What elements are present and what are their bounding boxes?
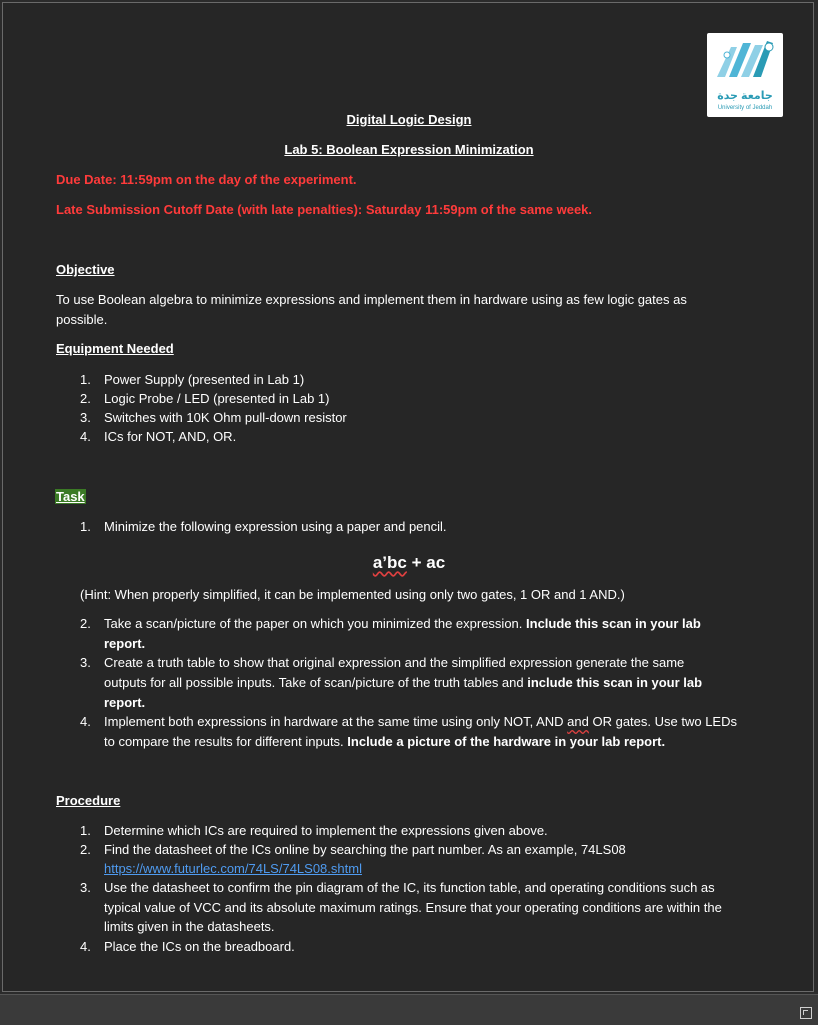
task-heading-label: Task: [56, 489, 85, 504]
datasheet-link[interactable]: https://www.futurlec.com/74LS/74LS08.shtml: [104, 861, 362, 876]
boolean-expression: [3, 551, 815, 575]
equipment-item-1: Power Supply (presented in Lab 1): [104, 372, 305, 387]
task-step-4-text-b: and: [567, 714, 589, 729]
task-step-4-line1: [104, 712, 737, 732]
procedure-step-2: Find the datasheet of the ICs online by searching the part number. As an example, 74LS08: [104, 842, 626, 857]
equipment-num-1: 1.: [80, 372, 91, 387]
late-cutoff: Late Submission Cutoff Date (with late penalties): Saturday 11:59pm of the same week.: [56, 202, 593, 217]
task-step-4-text-a: Implement both expressions in hardware at the same time using only NOT, AND: [104, 714, 568, 729]
task-step-4-line2: [104, 732, 665, 752]
document-page: [2, 2, 814, 992]
task-step-4-text-d: to compare the results for different inputs.: [104, 734, 348, 749]
procedure-num-1: 1.: [80, 823, 91, 838]
task-num-3: 3.: [80, 655, 91, 670]
equipment-num-3: 3.: [80, 410, 91, 425]
procedure-num-4: 4.: [80, 939, 91, 954]
task-num-2: 2.: [80, 616, 91, 631]
logo-emblem-icon: [707, 33, 783, 89]
task-step-2-text: Take a scan/picture of the paper on which you minimized the expression.: [104, 616, 527, 631]
objective-text-line1: To use Boolean algebra to minimize expressions and implement them in hardware using as few logic gates as: [56, 292, 687, 307]
expression-term-2: + ac: [406, 553, 446, 572]
task-num-1: 1.: [80, 519, 91, 534]
equipment-item-3: Switches with 10K Ohm pull-down resistor: [104, 410, 347, 425]
equipment-item-2: Logic Probe / LED (presented in Lab 1): [104, 391, 330, 406]
task-step-4-bold: Include a picture of the hardware in your lab report.: [347, 734, 666, 749]
procedure-step-3-line2: typical value of VCC and its absolute maximum ratings. Ensure that your operating conditions are within the: [104, 900, 722, 915]
hint-text: (Hint: When properly simplified, it can be implemented using only two gates, 1 OR and 1 AND.): [80, 587, 625, 602]
lab-title: Lab 5: Boolean Expression Minimization: [284, 142, 534, 157]
procedure-heading: Procedure: [56, 793, 121, 808]
fit-to-window-icon[interactable]: [800, 1007, 812, 1019]
objective-text-line2: possible.: [56, 312, 108, 327]
procedure-step-1: Determine which ICs are required to implement the expressions given above.: [104, 823, 548, 838]
procedure-step-3-line3: limits given in the datasheets.: [104, 919, 275, 934]
university-logo: [707, 33, 783, 117]
due-date: Due Date: 11:59pm on the day of the experiment.: [56, 172, 357, 187]
task-step-4-text-c: OR gates. Use two LEDs: [588, 714, 737, 729]
task-step-3-bold: include this scan in your lab: [527, 675, 703, 690]
task-step-3-line1: Create a truth table to show that original expression and the simplified expression generate the same: [104, 655, 685, 670]
task-step-3-line3: report.: [104, 695, 146, 710]
task-step-2-line2: report.: [104, 636, 146, 651]
viewer-status-bar: [0, 994, 818, 1025]
course-title: Digital Logic Design: [346, 112, 472, 127]
equipment-item-4: ICs for NOT, AND, OR.: [104, 429, 237, 444]
procedure-num-3: 3.: [80, 880, 91, 895]
equipment-num-2: 2.: [80, 391, 91, 406]
logo-english-text: University of Jeddah: [717, 105, 773, 111]
objective-heading: Objective: [56, 262, 115, 277]
task-heading: [55, 487, 86, 507]
task-step-2-line1: [104, 614, 701, 634]
task-step-2-bold: Include this scan in your lab: [526, 616, 701, 631]
procedure-step-3-line1: Use the datasheet to confirm the pin diagram of the IC, its function table, and operating conditions such as: [104, 880, 715, 895]
procedure-num-2: 2.: [80, 842, 91, 857]
expression-term-1: a’bc: [372, 553, 407, 572]
equipment-num-4: 4.: [80, 429, 91, 444]
equipment-heading: Equipment Needed: [56, 341, 174, 356]
task-step-1: Minimize the following expression using a paper and pencil.: [104, 519, 447, 534]
task-step-3-text: outputs for all possible inputs. Take of scan/picture of the truth tables and: [104, 675, 528, 690]
logo-arabic-text: جامعة جدة: [717, 90, 773, 102]
task-num-4: 4.: [80, 714, 91, 729]
task-step-3-line2: [104, 673, 702, 693]
procedure-step-4: Place the ICs on the breadboard.: [104, 939, 295, 954]
